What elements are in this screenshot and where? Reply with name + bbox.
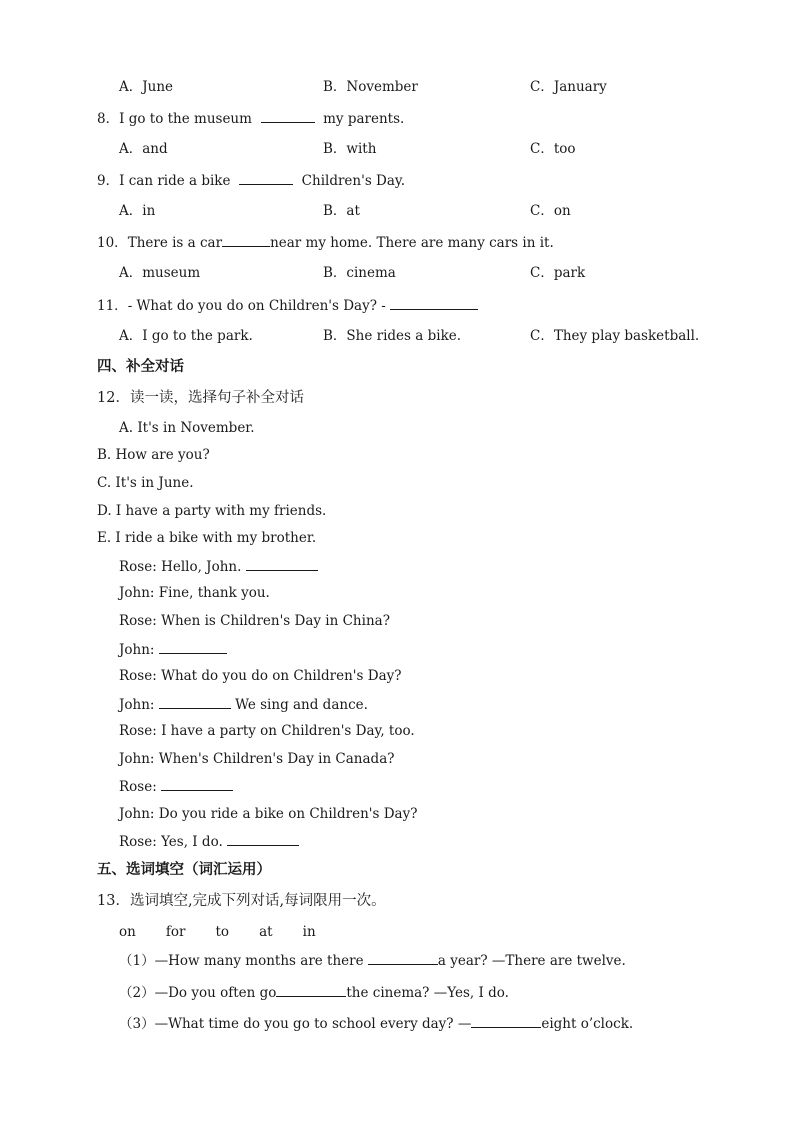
q8-number: 8． bbox=[97, 111, 120, 127]
q8-option-b: B．with bbox=[323, 141, 377, 157]
q11-text: - What do you do on Children's Day? - bbox=[127, 298, 386, 314]
word-bank-item: to bbox=[215, 924, 230, 940]
dialogue-speaker: John: bbox=[119, 806, 155, 822]
section-5-title: 五、选词填空（词汇运用） bbox=[97, 861, 271, 878]
q10-option-c: C．park bbox=[530, 265, 586, 281]
item-text-after: eight o’clock. bbox=[541, 1016, 634, 1032]
q8-option-a: A．and bbox=[119, 141, 168, 157]
q8-option-c: C．too bbox=[530, 141, 576, 157]
q12-choice-b: B. How are you? bbox=[97, 447, 210, 463]
q13-item-2 bbox=[119, 983, 509, 1002]
q12-choice-c: C. It's in June. bbox=[97, 475, 194, 491]
dialogue-text: Do you ride a bike on Children's Day? bbox=[158, 806, 418, 822]
word-bank-item: in bbox=[302, 924, 316, 940]
dialogue-line-7 bbox=[119, 722, 415, 740]
q9-number: 9． bbox=[97, 173, 120, 189]
item-number: （2） bbox=[119, 985, 155, 1001]
dialogue-blank-3[interactable] bbox=[159, 695, 231, 709]
q8-text-after: my parents. bbox=[323, 111, 405, 127]
q9-option-b: B．at bbox=[323, 203, 360, 219]
q10-option-b: B．cinema bbox=[323, 265, 396, 281]
dialogue-speaker: Rose: bbox=[119, 723, 157, 739]
q10-text-after: near my home. There are many cars in it. bbox=[270, 235, 554, 251]
dialogue-speaker: Rose: bbox=[119, 613, 157, 629]
item-number: （3） bbox=[119, 1016, 155, 1032]
q13-prompt: 13．选词填空,完成下列对话,每词限用一次。 bbox=[97, 893, 386, 909]
dialogue-text: When's Children's Day in Canada? bbox=[158, 751, 395, 767]
q9-option-a: A．in bbox=[119, 203, 156, 219]
q12-choice-a: A. It's in November. bbox=[119, 420, 255, 436]
dialogue-line-8 bbox=[119, 750, 394, 768]
q11-option-a: A．I go to the park. bbox=[119, 328, 253, 344]
q11-question bbox=[97, 296, 478, 315]
dialogue-blank-1[interactable] bbox=[246, 557, 318, 571]
dialogue-blank-4[interactable] bbox=[161, 777, 233, 791]
q11-number: 11． bbox=[97, 298, 128, 314]
dialogue-speaker: Rose: bbox=[119, 559, 157, 575]
dialogue-line-3 bbox=[119, 612, 390, 630]
dialogue-blank-2[interactable] bbox=[159, 640, 227, 654]
q7-option-b: B．November bbox=[323, 79, 418, 95]
item-text-before: —What time do you go to school every day? — bbox=[154, 1016, 472, 1032]
dialogue-speaker: John: bbox=[119, 697, 155, 713]
q12-choice-e: E. I ride a bike with my brother. bbox=[97, 530, 317, 546]
q13-item-3 bbox=[119, 1014, 633, 1033]
word-bank-item: for bbox=[165, 924, 186, 940]
q11-answer-blank[interactable] bbox=[390, 296, 478, 310]
item-text-after: the cinema? —Yes, I do. bbox=[346, 985, 509, 1001]
dialogue-speaker: John: bbox=[119, 642, 155, 658]
dialogue-blank-5[interactable] bbox=[227, 832, 299, 846]
word-bank-item: at bbox=[259, 924, 273, 940]
dialogue-text: When is Children's Day in China? bbox=[161, 613, 390, 629]
dialogue-speaker: Rose: bbox=[119, 779, 157, 795]
dialogue-text: Fine, thank you. bbox=[158, 585, 270, 601]
item-text-before: —How many months are there bbox=[154, 953, 364, 969]
dialogue-line-4 bbox=[119, 640, 227, 659]
dialogue-line-6 bbox=[119, 695, 368, 714]
dialogue-speaker: Rose: bbox=[119, 834, 157, 850]
q9-answer-blank[interactable] bbox=[239, 171, 293, 185]
dialogue-speaker: John: bbox=[119, 585, 155, 601]
word-bank-item: on bbox=[119, 924, 136, 940]
item-number: （1） bbox=[119, 953, 155, 969]
q12-choice-d: D. I have a party with my friends. bbox=[97, 503, 327, 519]
q7-option-a: A．June bbox=[119, 79, 174, 95]
q9-text-before: I can ride a bike bbox=[119, 173, 231, 189]
q10-number: 10． bbox=[97, 235, 128, 251]
q8-answer-blank[interactable] bbox=[261, 109, 315, 123]
q10-question bbox=[97, 233, 554, 252]
q8-question bbox=[97, 109, 404, 128]
dialogue-line-10 bbox=[119, 805, 417, 823]
dialogue-line-2 bbox=[119, 584, 270, 602]
q8-text-before: I go to the museum bbox=[119, 111, 252, 127]
q10-option-a: A．museum bbox=[119, 265, 201, 281]
section-4-title: 四、补全对话 bbox=[97, 358, 184, 375]
q12-prompt: 12．读一读，选择句子补全对话 bbox=[97, 390, 304, 406]
dialogue-text: What do you do on Children's Day? bbox=[161, 668, 402, 684]
dialogue-text: I have a party on Children's Day, too. bbox=[161, 723, 415, 739]
dialogue-speaker: John: bbox=[119, 751, 155, 767]
dialogue-line-11 bbox=[119, 832, 299, 851]
q9-option-c: C．on bbox=[530, 203, 571, 219]
dialogue-text: Yes, I do. bbox=[161, 834, 223, 850]
dialogue-text: Hello, John. bbox=[161, 559, 242, 575]
dialogue-speaker: Rose: bbox=[119, 668, 157, 684]
item-text-before: —Do you often go bbox=[154, 985, 277, 1001]
dialogue-line-1 bbox=[119, 557, 318, 576]
q13-item-1 bbox=[119, 951, 626, 970]
q13-blank-3[interactable] bbox=[471, 1014, 541, 1028]
q10-text-before: There is a car bbox=[127, 235, 223, 251]
q9-text-after: Children's Day. bbox=[301, 173, 406, 189]
q7-option-c: C．January bbox=[530, 79, 607, 95]
q9-question bbox=[97, 171, 405, 190]
q13-blank-2[interactable] bbox=[276, 983, 346, 997]
q11-option-b: B．She rides a bike. bbox=[323, 328, 462, 344]
dialogue-line-5 bbox=[119, 667, 401, 685]
dialogue-line-9 bbox=[119, 777, 233, 796]
q10-answer-blank[interactable] bbox=[222, 233, 270, 247]
dialogue-text: We sing and dance. bbox=[235, 697, 368, 713]
item-text-after: a year? —There are twelve. bbox=[437, 953, 626, 969]
q11-option-c: C．They play basketball. bbox=[530, 328, 700, 344]
q13-blank-1[interactable] bbox=[368, 951, 438, 965]
word-bank bbox=[119, 923, 316, 941]
